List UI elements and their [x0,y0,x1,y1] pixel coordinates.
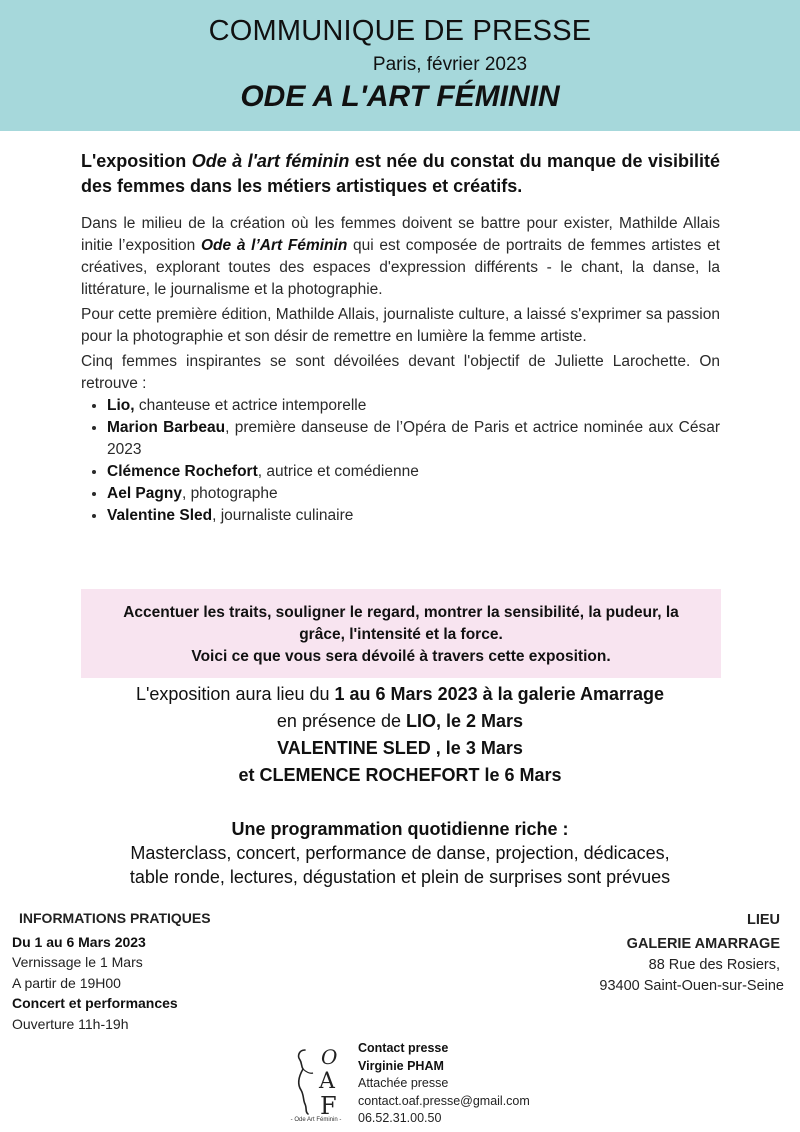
list-item [107,461,720,483]
intro-prefix: L'exposition [81,151,192,171]
paragraph-3: Cinq femmes inspirantes se sont dévoilées devant l'objectif de Juliette Larochette. On retrouve : [81,353,720,392]
program-section [0,817,800,889]
venue-title: LIEU [746,912,780,928]
info-time: A partir de 19H00 [12,974,121,991]
program-title: Une programmation quotidienne riche : [231,819,569,839]
list-item [107,483,720,505]
contact-title: Contact presse [358,1041,449,1055]
dates-l2-a: en présence de [276,711,407,731]
program-line-2: table ronde, lectures, dégustation et plein de surprises sont prévues [129,867,671,887]
oaf-logo-mark [283,1042,347,1118]
dates-l4: et CLEMENCE ROCHEFORT le 6 Mars [238,765,562,785]
oaf-logo [283,1042,347,1126]
list-item [107,505,720,527]
info-vernissage: Vernissage le 1 Mars [12,954,143,970]
artist-name: Marion Barbeau [107,419,226,436]
highlight-quote-box [81,589,721,678]
exhibition-dates [0,681,800,789]
quote-line-3: Voici ce que vous sera dévoilé à travers cette exposition. [191,648,611,665]
artist-role: , journaliste culinaire [212,507,354,524]
release-date: Paris, février 2023 [372,54,528,75]
p1-after: qui est composée de portraits de femmes artistes et créatives, explorant toutes des espaces d'expression différents - le chant, la danse, la littérature, le journalisme et la photographie. [81,237,720,298]
dates-l2-b: LIO, le 2 Mars [406,711,524,731]
press-contact [358,1040,618,1128]
venue-address-line-1: 88 Rue des Rosiers, [648,957,780,973]
info-concert: Concert et performances [12,995,178,1011]
p1-exhibition-name: Ode à l’Art Féminin [200,237,348,254]
practical-info [12,908,312,1034]
artist-role: chanteuse et actrice intemporelle [134,397,367,414]
artist-name: Clémence Rochefort [107,463,258,480]
intro-exhibition-name: Ode à l'art féminin [191,151,350,171]
artist-role: , autrice et comédienne [257,463,419,480]
dates-l1-a: L'exposition aura lieu du [135,684,335,704]
intro-suffix: est née du constat du manque de visibilité des femmes dans les métiers artistiques et créatifs. [81,151,720,196]
list-item [107,395,720,417]
artist-name: Lio, [107,397,135,414]
contact-email[interactable]: contact.oaf.presse@gmail.com [358,1093,530,1108]
quote-line-1: Accentuer les traits, souligner le regard, montrer la sensibilité, la pudeur, la [123,604,679,621]
event-title: ODE A L'ART FÉMININ [240,80,560,113]
svg-text:O: O [321,1045,338,1069]
artist-role: , photographe [181,485,278,502]
logo-caption: - Ode Art Féminin - [290,1117,342,1123]
dates-line-3 [0,735,800,762]
header-banner [0,0,800,131]
artist-role: , première danseuse de l’Opéra de Paris et actrice nominée aux César 2023 [107,419,720,458]
dates-line-2 [0,708,800,735]
list-item [107,417,720,461]
contact-name: Virginie PHAM [358,1058,444,1073]
artist-name: Valentine Sled [107,507,213,524]
info-dates: Du 1 au 6 Mars 2023 [12,933,146,950]
program-line-1: Masterclass, concert, performance de danse, projection, dédicaces, [130,843,670,863]
dates-l3: VALENTINE SLED , le 3 Mars [277,738,523,758]
dates-l1-b: 1 au 6 Mars 2023 à la galerie Amarrage [334,684,665,704]
venue-name: GALERIE AMARRAGE [626,936,780,952]
contact-phone[interactable]: 06.52.31.00.50 [358,1111,442,1125]
dates-line-4 [0,762,800,789]
p1-before: Dans le milieu de la création où les femmes doivent se battre pour exister, Mathilde Allais initie l’exposition [81,215,720,254]
press-release-title: COMMUNIQUE DE PRESSE [208,15,592,47]
artist-name: Ael Pagny [107,485,182,502]
paragraph-2: Pour cette première édition, Mathilde Allais, journaliste culture, a laissé s'exprimer sa passion pour la photographie et son désir de remettre en lumière la femme artiste. [81,306,720,345]
contact-role: Attachée presse [358,1076,449,1090]
intro-statement [81,149,720,199]
svg-text:F: F [320,1092,337,1118]
venue-info [464,910,784,997]
venue-address-line-2: 93400 Saint-Ouen-sur-Seine [599,978,784,994]
paragraph-1 [81,213,720,301]
quote-line-2: grâce, l'intensité et la force. [299,626,503,643]
dates-line-1 [0,681,800,708]
info-title: INFORMATIONS PRATIQUES [19,910,211,926]
svg-text:A: A [319,1069,335,1094]
artist-list [81,395,720,527]
info-hours: Ouverture 11h-19h [12,1015,129,1032]
body-text [81,213,720,527]
